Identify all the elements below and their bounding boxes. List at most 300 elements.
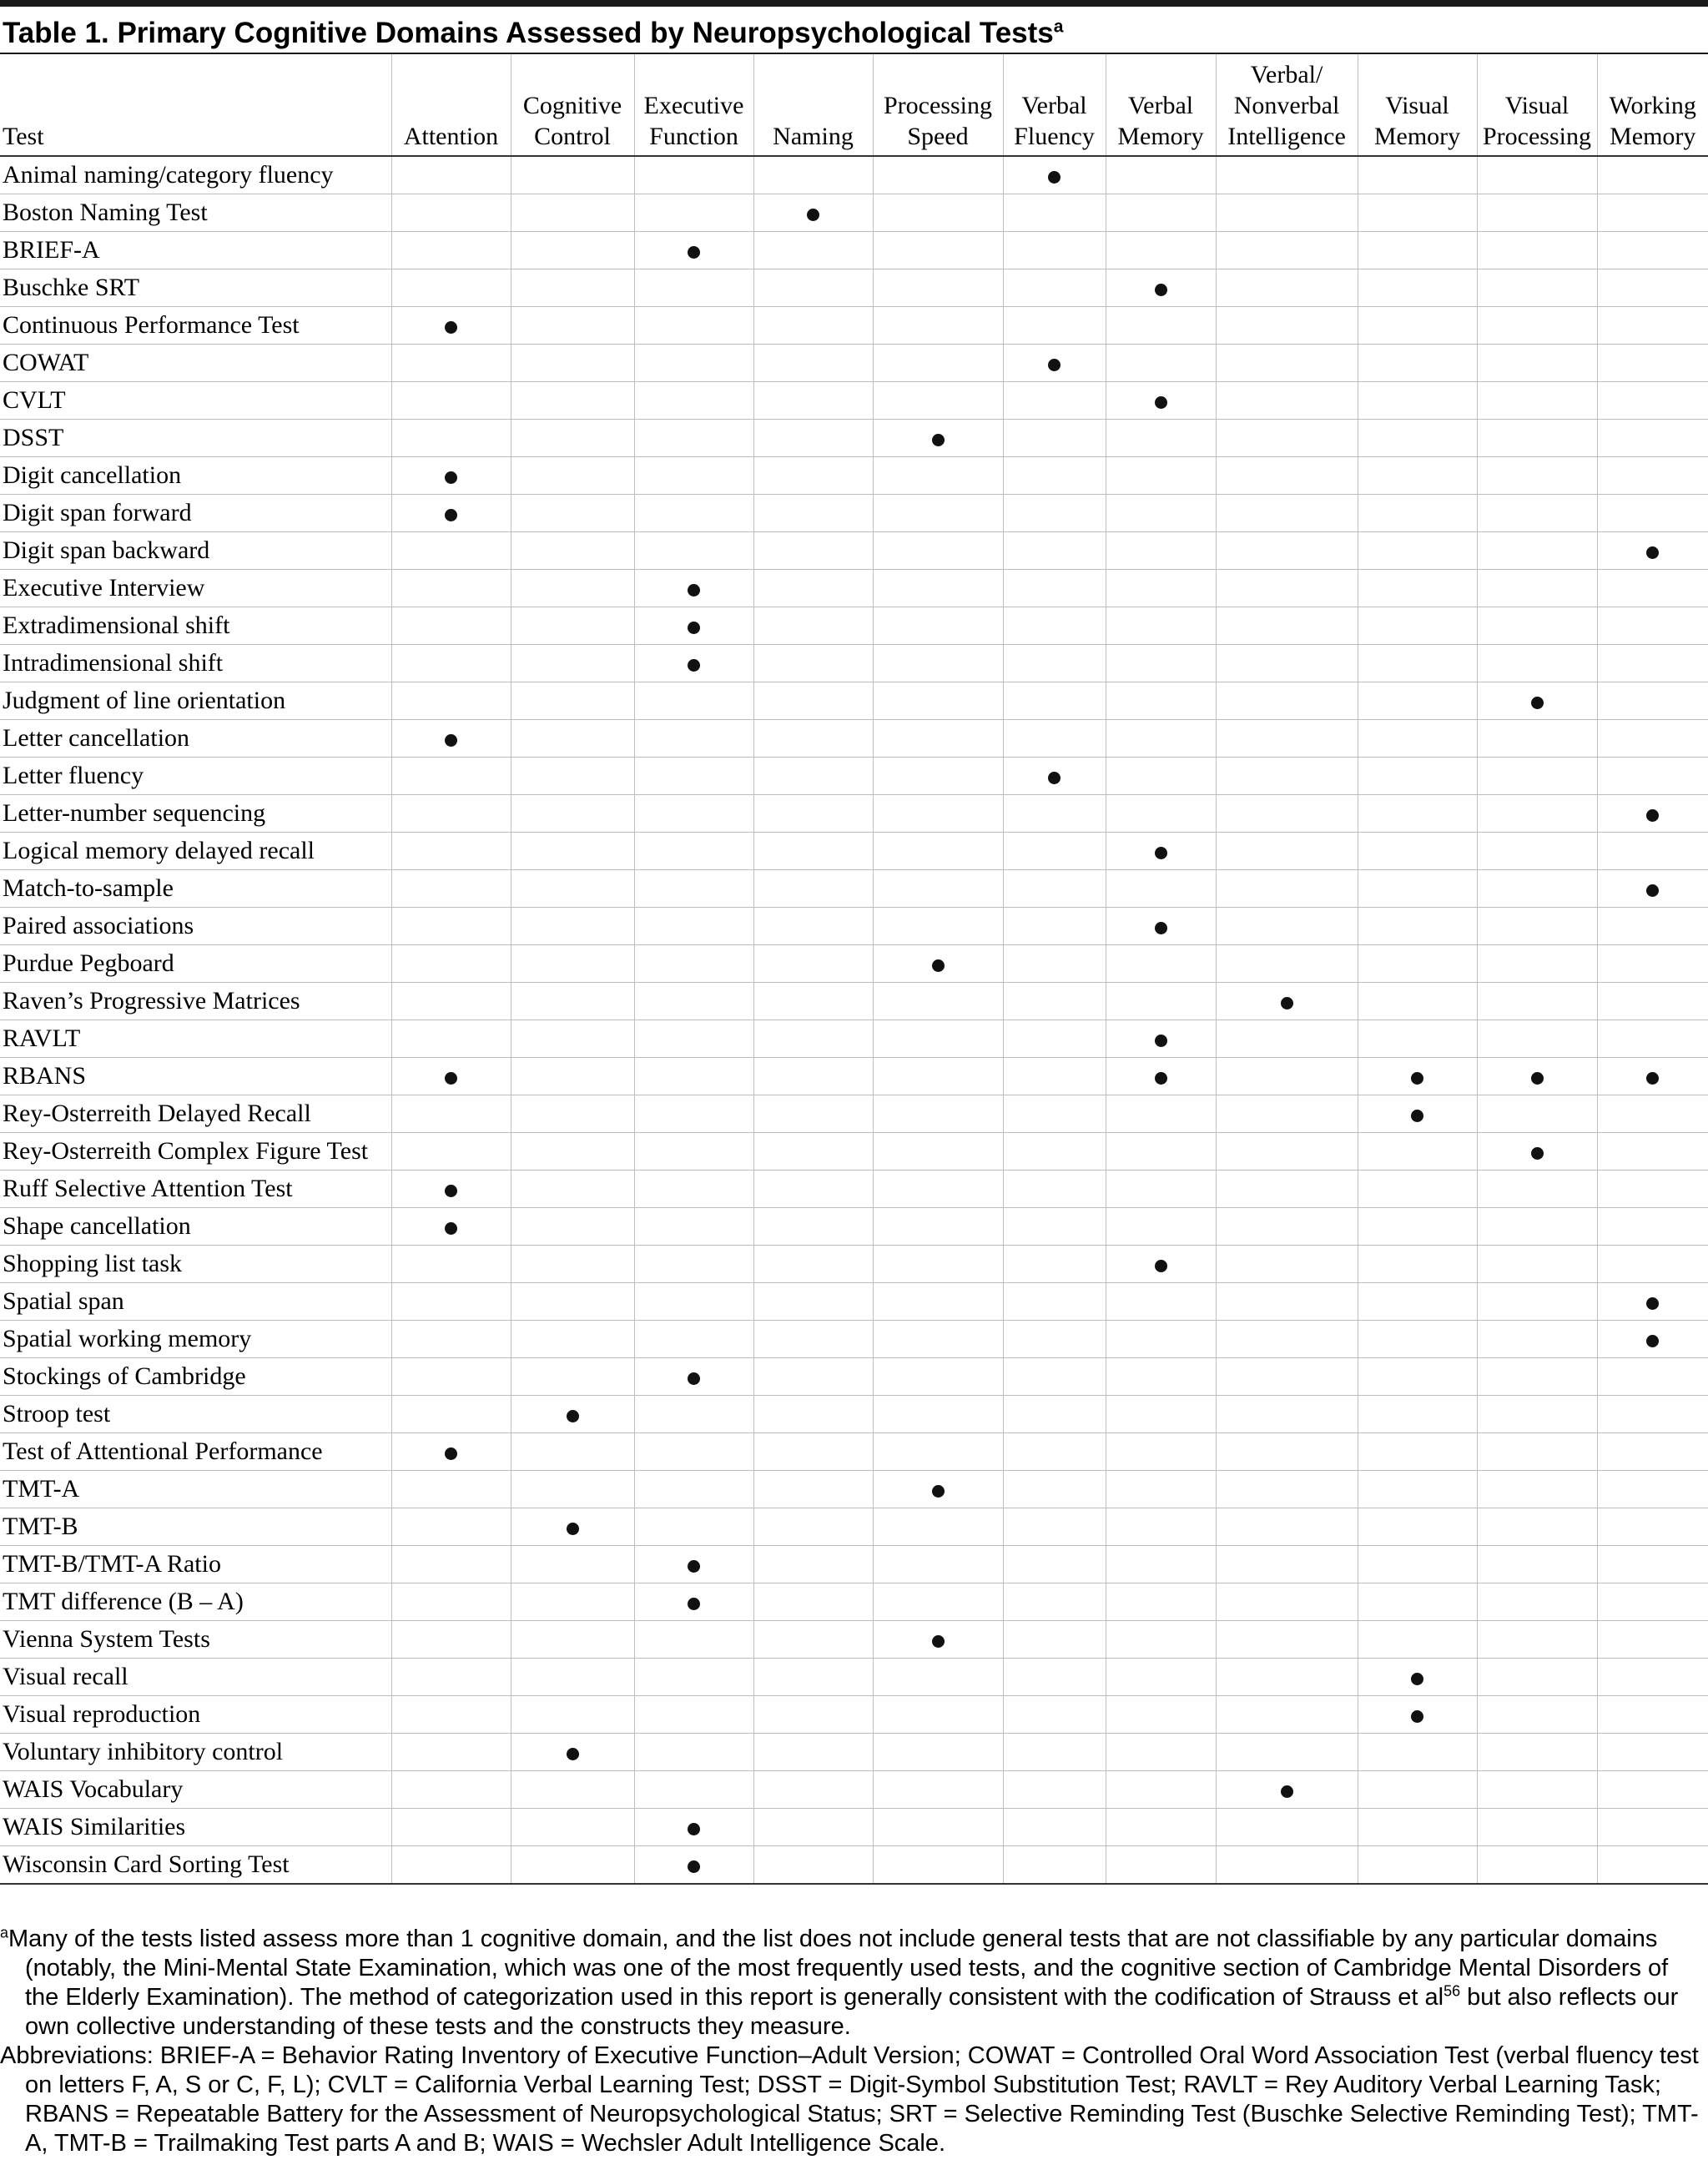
test-name-cell: Buschke SRT	[0, 269, 391, 307]
domain-cell	[511, 570, 634, 607]
domain-cell	[391, 420, 511, 457]
domain-cell	[873, 1321, 1003, 1358]
domain-cell	[511, 1020, 634, 1058]
domain-cell	[1106, 908, 1216, 945]
domain-cell	[1597, 420, 1708, 457]
domain-cell	[1597, 720, 1708, 758]
test-name-cell: Spatial span	[0, 1283, 391, 1321]
domain-cell	[753, 1095, 873, 1133]
domain-cell	[1597, 194, 1708, 232]
domain-cell	[1597, 156, 1708, 194]
domain-cell	[391, 1659, 511, 1696]
domain-cell	[1597, 1846, 1708, 1885]
domain-cell	[391, 870, 511, 908]
domain-cell	[873, 758, 1003, 795]
domain-cell	[391, 1095, 511, 1133]
domain-cell	[634, 1133, 753, 1171]
domain-cell	[1358, 833, 1477, 870]
domain-cell	[1003, 758, 1106, 795]
test-name-cell: BRIEF-A	[0, 232, 391, 269]
test-name-cell: Rey-Osterreith Delayed Recall	[0, 1095, 391, 1133]
domain-cell	[1477, 1283, 1597, 1321]
domain-cell	[1477, 1095, 1597, 1133]
domain-cell	[1216, 1283, 1358, 1321]
table-row	[0, 1809, 1708, 1846]
domain-cell	[873, 1058, 1003, 1095]
bullet-dot-icon	[1646, 1297, 1659, 1310]
domain-cell	[753, 758, 873, 795]
domain-cell	[1106, 1095, 1216, 1133]
domain-cell	[391, 269, 511, 307]
domain-cell	[511, 1321, 634, 1358]
domain-cell	[1003, 1283, 1106, 1321]
domain-cell	[391, 1471, 511, 1508]
domain-cell	[391, 908, 511, 945]
domain-cell	[873, 1471, 1003, 1508]
bullet-dot-icon	[445, 509, 457, 521]
domain-cell	[511, 1771, 634, 1809]
domain-cell	[391, 382, 511, 420]
domain-cell	[1358, 1846, 1477, 1885]
domain-cell	[1358, 870, 1477, 908]
domain-cell	[753, 795, 873, 833]
domain-cell	[391, 1508, 511, 1546]
domain-cell	[511, 1621, 634, 1659]
domain-cell	[1477, 1058, 1597, 1095]
domain-cell	[873, 156, 1003, 194]
table-row	[0, 720, 1708, 758]
bullet-dot-icon	[445, 1222, 457, 1235]
domain-cell	[753, 682, 873, 720]
bullet-dot-icon	[445, 1185, 457, 1197]
domain-cell	[391, 1133, 511, 1171]
domain-cell	[1477, 1321, 1597, 1358]
table-row	[0, 1771, 1708, 1809]
domain-cell	[753, 1471, 873, 1508]
domain-cell	[1003, 1659, 1106, 1696]
domain-cell	[873, 1208, 1003, 1246]
domain-cell	[1106, 269, 1216, 307]
test-name-cell: Visual recall	[0, 1659, 391, 1696]
domain-cell	[391, 156, 511, 194]
domain-cell	[511, 1734, 634, 1771]
table-row	[0, 345, 1708, 382]
bullet-dot-icon	[688, 622, 700, 634]
table-row	[0, 908, 1708, 945]
domain-cell	[1358, 1583, 1477, 1621]
domain-cell	[753, 1846, 873, 1885]
title-footnote-marker: a	[1053, 17, 1064, 37]
domain-cell	[1358, 945, 1477, 983]
domain-cell	[1597, 758, 1708, 795]
domain-cell	[1216, 1095, 1358, 1133]
domain-cell	[634, 1508, 753, 1546]
domain-cell	[391, 1734, 511, 1771]
domain-cell	[1477, 232, 1597, 269]
domain-cell	[753, 1583, 873, 1621]
domain-cell	[1106, 1696, 1216, 1734]
domain-cell	[1106, 495, 1216, 532]
domain-cell	[1106, 607, 1216, 645]
domain-cell	[1003, 1508, 1106, 1546]
domain-cell	[873, 945, 1003, 983]
domain-cell	[873, 269, 1003, 307]
domain-cell	[634, 720, 753, 758]
domain-cell	[391, 1020, 511, 1058]
domain-cell	[753, 1696, 873, 1734]
table-row	[0, 1283, 1708, 1321]
domain-cell	[1106, 1133, 1216, 1171]
domain-cell	[1003, 269, 1106, 307]
test-name-cell: Animal naming/category fluency	[0, 156, 391, 194]
top-rule	[0, 0, 1708, 7]
domain-cell	[634, 457, 753, 495]
domain-cell	[873, 908, 1003, 945]
domain-cell	[391, 720, 511, 758]
domain-cell	[1216, 1058, 1358, 1095]
domain-cell	[1216, 607, 1358, 645]
domain-cell	[753, 1133, 873, 1171]
domain-cell	[873, 1358, 1003, 1396]
domain-cell	[511, 1171, 634, 1208]
bullet-dot-icon	[1155, 1260, 1167, 1272]
domain-cell	[1358, 194, 1477, 232]
domain-cell	[391, 1433, 511, 1471]
domain-cell	[753, 833, 873, 870]
column-header	[1477, 54, 1597, 156]
domain-cell	[1216, 457, 1358, 495]
domain-cell	[1358, 1133, 1477, 1171]
domain-cell	[1597, 983, 1708, 1020]
domain-cell	[873, 870, 1003, 908]
domain-cell	[1597, 945, 1708, 983]
test-name-cell: Boston Naming Test	[0, 194, 391, 232]
column-header	[1216, 54, 1358, 156]
table-row	[0, 1095, 1708, 1133]
domain-cell	[873, 232, 1003, 269]
domain-cell	[391, 645, 511, 682]
bullet-dot-icon	[932, 434, 945, 446]
domain-cell	[634, 420, 753, 457]
domain-cell	[1216, 495, 1358, 532]
domain-cell	[753, 1809, 873, 1846]
bullet-dot-icon	[1531, 1147, 1544, 1160]
domain-cell	[1597, 1133, 1708, 1171]
test-name-cell: Logical memory delayed recall	[0, 833, 391, 870]
domain-cell	[1477, 1546, 1597, 1583]
domain-cell	[753, 870, 873, 908]
domain-cell	[753, 345, 873, 382]
column-header-line2: Control	[534, 123, 611, 150]
domain-cell	[753, 194, 873, 232]
domain-cell	[1477, 720, 1597, 758]
domain-cell	[753, 382, 873, 420]
test-name-cell: Stroop test	[0, 1396, 391, 1433]
domain-cell	[753, 1283, 873, 1321]
test-name-cell: Raven’s Progressive Matrices	[0, 983, 391, 1020]
domain-cell	[1106, 1246, 1216, 1283]
domain-cell	[1216, 945, 1358, 983]
table-row	[0, 1433, 1708, 1471]
domain-cell	[1216, 1696, 1358, 1734]
domain-cell	[1597, 645, 1708, 682]
test-name-cell: Purdue Pegboard	[0, 945, 391, 983]
domain-cell	[391, 1696, 511, 1734]
domain-cell	[1477, 945, 1597, 983]
domain-cell	[511, 795, 634, 833]
domain-cell	[873, 1734, 1003, 1771]
domain-cell	[1358, 607, 1477, 645]
domain-cell	[873, 1809, 1003, 1846]
table-row	[0, 983, 1708, 1020]
domain-cell	[1358, 1283, 1477, 1321]
domain-cell	[1477, 1621, 1597, 1659]
domain-cell	[753, 307, 873, 345]
domain-cell	[1106, 1771, 1216, 1809]
test-name-cell: WAIS Vocabulary	[0, 1771, 391, 1809]
domain-cell	[873, 1696, 1003, 1734]
domain-cell	[1106, 156, 1216, 194]
domain-cell	[391, 758, 511, 795]
domain-cell	[1106, 1433, 1216, 1471]
domain-cell	[1003, 420, 1106, 457]
bullet-dot-icon	[1411, 1110, 1423, 1122]
domain-cell	[391, 1246, 511, 1283]
domain-cell	[1597, 495, 1708, 532]
test-name-cell: Letter-number sequencing	[0, 795, 391, 833]
domain-cell	[1216, 758, 1358, 795]
domain-cell	[1597, 1659, 1708, 1696]
domain-cell	[1597, 1546, 1708, 1583]
domain-cell	[1597, 382, 1708, 420]
test-name-cell: RBANS	[0, 1058, 391, 1095]
domain-cell	[1003, 983, 1106, 1020]
domain-cell	[1358, 269, 1477, 307]
domain-cell	[1477, 833, 1597, 870]
domain-cell	[873, 1246, 1003, 1283]
domain-cell	[511, 269, 634, 307]
domain-cell	[1358, 645, 1477, 682]
domain-cell	[1597, 1583, 1708, 1621]
domain-cell	[1106, 1508, 1216, 1546]
domain-cell	[1477, 1508, 1597, 1546]
domain-cell	[1358, 570, 1477, 607]
domain-cell	[873, 833, 1003, 870]
domain-cell	[1358, 1095, 1477, 1133]
table-row	[0, 532, 1708, 570]
domain-cell	[1597, 1208, 1708, 1246]
domain-cell	[511, 495, 634, 532]
bullet-dot-icon	[1531, 1072, 1544, 1085]
domain-cell	[1358, 720, 1477, 758]
domain-cell	[634, 1659, 753, 1696]
domain-cell	[753, 1734, 873, 1771]
domain-cell	[1477, 1696, 1597, 1734]
bullet-dot-icon	[688, 1598, 700, 1610]
domain-cell	[511, 532, 634, 570]
domain-cell	[1477, 758, 1597, 795]
domain-cell	[1358, 1396, 1477, 1433]
domain-cell	[1597, 1058, 1708, 1095]
domain-cell	[1477, 1358, 1597, 1396]
domain-cell	[873, 795, 1003, 833]
domain-cell	[1216, 870, 1358, 908]
domain-cell	[391, 307, 511, 345]
domain-cell	[1216, 645, 1358, 682]
domain-cell	[1358, 1809, 1477, 1846]
domain-cell	[391, 682, 511, 720]
domain-cell	[1597, 1734, 1708, 1771]
domain-cell	[511, 607, 634, 645]
domain-cell	[873, 1546, 1003, 1583]
test-name-cell: Vienna System Tests	[0, 1621, 391, 1659]
domain-cell	[391, 1396, 511, 1433]
domain-cell	[634, 232, 753, 269]
domain-cell	[1106, 420, 1216, 457]
domain-cell	[1358, 758, 1477, 795]
table-row	[0, 570, 1708, 607]
domain-cell	[1477, 795, 1597, 833]
table-row	[0, 1546, 1708, 1583]
domain-cell	[634, 1321, 753, 1358]
domain-cell	[1358, 1659, 1477, 1696]
domain-cell	[1477, 607, 1597, 645]
domain-cell	[1358, 1171, 1477, 1208]
domain-cell	[1216, 1659, 1358, 1696]
domain-cell	[1216, 307, 1358, 345]
domain-cell	[1597, 1095, 1708, 1133]
bullet-dot-icon	[445, 471, 457, 484]
column-header	[511, 54, 634, 156]
domain-cell	[1216, 194, 1358, 232]
domain-cell	[753, 1433, 873, 1471]
domain-cell	[873, 532, 1003, 570]
domain-cell	[1106, 382, 1216, 420]
domain-cell	[1216, 1734, 1358, 1771]
domain-cell	[1597, 532, 1708, 570]
bullet-dot-icon	[1411, 1673, 1423, 1685]
domain-cell	[1003, 1546, 1106, 1583]
domain-cell	[753, 983, 873, 1020]
domain-cell	[1216, 1020, 1358, 1058]
domain-cell	[1106, 1659, 1216, 1696]
reference-marker: 56	[1443, 1982, 1461, 2000]
domain-cell	[1106, 945, 1216, 983]
table-row	[0, 1358, 1708, 1396]
domain-cell	[873, 1171, 1003, 1208]
domain-cell	[511, 420, 634, 457]
column-header-line2: Intelligence	[1227, 123, 1346, 150]
table-row	[0, 457, 1708, 495]
domain-cell	[634, 495, 753, 532]
domain-cell	[391, 1583, 511, 1621]
domain-cell	[1106, 682, 1216, 720]
domain-cell	[1003, 532, 1106, 570]
domain-cell	[873, 1846, 1003, 1885]
domain-cell	[1477, 457, 1597, 495]
domain-cell	[1216, 1809, 1358, 1846]
bullet-dot-icon	[445, 734, 457, 747]
domain-cell	[1477, 983, 1597, 1020]
domain-cell	[1358, 1020, 1477, 1058]
domain-cell	[753, 1358, 873, 1396]
domain-cell	[511, 1809, 634, 1846]
domain-cell	[1216, 833, 1358, 870]
domain-cell	[1216, 908, 1358, 945]
domain-cell	[753, 607, 873, 645]
domain-cell	[1477, 156, 1597, 194]
domain-cell	[1106, 983, 1216, 1020]
domain-cell	[1477, 645, 1597, 682]
domain-cell	[1477, 1020, 1597, 1058]
domain-cell	[391, 345, 511, 382]
domain-cell	[1216, 420, 1358, 457]
bullet-dot-icon	[1531, 697, 1544, 709]
domain-cell	[1003, 1621, 1106, 1659]
domain-cell	[511, 870, 634, 908]
column-header-line2: Fluency	[1014, 123, 1095, 150]
domain-cell	[1358, 307, 1477, 345]
bullet-dot-icon	[688, 1372, 700, 1385]
domain-cell	[753, 1020, 873, 1058]
domain-cell	[753, 1208, 873, 1246]
domain-cell	[753, 1246, 873, 1283]
domain-cell	[1003, 1058, 1106, 1095]
domain-cell	[1358, 1734, 1477, 1771]
domain-cell	[873, 645, 1003, 682]
cognitive-domains-table	[0, 54, 1708, 1885]
domain-cell	[1358, 345, 1477, 382]
bullet-dot-icon	[567, 1523, 579, 1535]
domain-cell	[511, 1208, 634, 1246]
table-row	[0, 1133, 1708, 1171]
test-name-cell: TMT difference (B – A)	[0, 1583, 391, 1621]
domain-cell	[511, 1095, 634, 1133]
domain-cell	[1003, 1809, 1106, 1846]
domain-cell	[634, 870, 753, 908]
domain-cell	[1597, 1433, 1708, 1471]
domain-cell	[391, 1546, 511, 1583]
bullet-dot-icon	[688, 584, 700, 597]
domain-cell	[1106, 1208, 1216, 1246]
domain-cell	[1358, 457, 1477, 495]
domain-cell	[1597, 1283, 1708, 1321]
domain-cell	[1003, 1846, 1106, 1885]
bullet-dot-icon	[445, 1072, 457, 1085]
test-name-cell: Continuous Performance Test	[0, 307, 391, 345]
table-row	[0, 1020, 1708, 1058]
domain-cell	[391, 1208, 511, 1246]
table-row	[0, 1846, 1708, 1885]
domain-cell	[873, 1583, 1003, 1621]
bullet-dot-icon	[1646, 546, 1659, 559]
domain-cell	[1358, 1208, 1477, 1246]
domain-cell	[1597, 1508, 1708, 1546]
domain-cell	[1216, 232, 1358, 269]
domain-cell	[1216, 532, 1358, 570]
bullet-dot-icon	[688, 246, 700, 259]
test-name-cell: DSST	[0, 420, 391, 457]
domain-cell	[1106, 307, 1216, 345]
domain-cell	[511, 1133, 634, 1171]
domain-cell	[634, 1433, 753, 1471]
domain-cell	[753, 532, 873, 570]
domain-cell	[1358, 983, 1477, 1020]
domain-cell	[511, 758, 634, 795]
bullet-dot-icon	[445, 1447, 457, 1460]
domain-cell	[1477, 1246, 1597, 1283]
domain-cell	[1597, 870, 1708, 908]
